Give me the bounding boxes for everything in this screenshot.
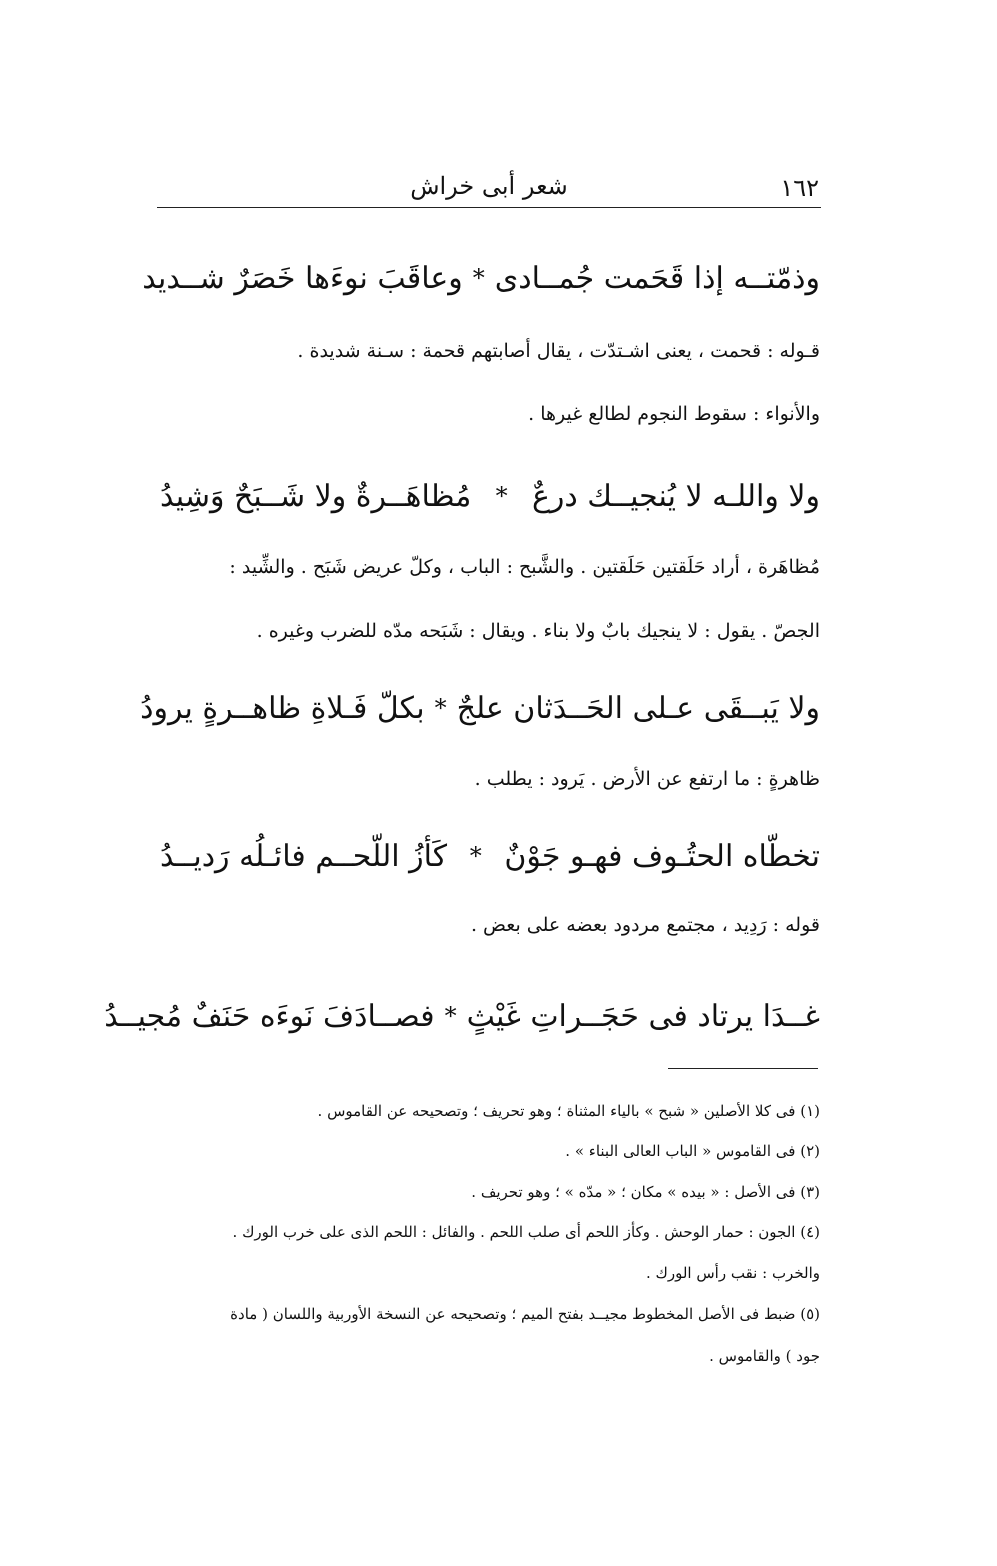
verse-separator: *	[495, 482, 508, 510]
verse-line	[160, 466, 820, 526]
page-number: ١٦٢	[780, 174, 819, 202]
commentary-line: والأنواء : سقوط النجوم لطالع غيرها .	[528, 403, 820, 425]
verse-second-hemistich: فصــادَفَ نَوءَه حَنَفٌ مُجيــدُ	[104, 998, 435, 1034]
page-header	[157, 168, 821, 208]
footnote: (٥) ضبط فى الأصل المخطوط مجيــد بفتح الميم ؛ وتصحيحه عن النسخة الأوربية واللسان ( مادة	[230, 1305, 820, 1323]
verse-line	[142, 248, 820, 308]
commentary-line: قوله : رَدِيد ، مجتمع مردود بعضه على بعض .	[470, 914, 820, 936]
verse-line	[140, 678, 820, 738]
verse-separator: *	[469, 842, 482, 870]
footnote: (٢) فى القاموس « الباب العالى البناء » .	[565, 1142, 820, 1160]
footnote-continuation: والخرب : نقب رأس الورك .	[645, 1264, 820, 1282]
verse-separator: *	[444, 1002, 457, 1030]
verse-separator: *	[472, 264, 485, 292]
verse-first-hemistich: تخطّاه الحتُـوف فهـو جَوْنٌ	[504, 838, 820, 874]
verse-line	[160, 826, 820, 886]
commentary-line: مُظاهَرة ، أراد حَلَقتين حَلَقتين . والشَّبح : الباب ، وكلّ عريض شَبَح . والشِّيد :	[229, 556, 820, 578]
commentary-line: قـوله : قحمت ، يعنى اشـتدّت ، يقال أصابتهم قحمة : سـنة شديدة .	[297, 340, 820, 362]
verse-line	[104, 986, 820, 1046]
verse-first-hemistich: غــدَا يرتاد فى حَجَــراتِ غَيْثٍ	[466, 998, 820, 1034]
header-divider	[157, 207, 821, 208]
commentary-line: الجصّ . يقول : لا ينجيك بابٌ ولا بناء . ويقال : شَبَحه مدّه للضرب وغيره .	[256, 620, 820, 642]
footnote: (٣) فى الأصل : « بيده » مكان ؛ « مدّه » ؛ وهو تحريف .	[471, 1183, 820, 1201]
verse-first-hemistich: وذمّتــه إذا قَحَمت جُمــادى	[494, 260, 820, 296]
verse-first-hemistich: ولا واللـه لا يُنجيــك درعٌ	[531, 478, 820, 514]
verse-second-hemistich: وعاقَبَ نوءَها خَصَرٌ شــديد	[142, 260, 463, 296]
commentary-line: ظاهرةٍ : ما ارتفع عن الأرض . يَرود : يطلب .	[474, 768, 820, 790]
verse-first-hemistich: ولا يَبــقَى عـلى الحَــدَثان علجٌ	[456, 690, 820, 726]
running-title: شعر أبى خراش	[410, 172, 568, 200]
footnote-divider	[668, 1068, 818, 1069]
footnote: (٤) الجون : حمار الوحش . وكأز اللحم أى صلب اللحم . والفائل : اللحم الذى على خرب الورك .	[232, 1223, 820, 1241]
footnote: (١) فى كلا الأصلين « شبح » بالياء المثناة ؛ وهو تحريف ؛ وتصحيحه عن القاموس .	[317, 1102, 820, 1120]
footnote-continuation: جود ) والقاموس .	[709, 1347, 820, 1365]
verse-second-hemistich: بكلّ فَـلاةِ ظاهــرةٍ يرودُ	[140, 690, 425, 726]
verse-separator: *	[434, 694, 447, 722]
verse-second-hemistich: كَأزُ اللّحــم فائـلُه رَديــدُ	[160, 838, 448, 874]
verse-second-hemistich: مُظاهَــرةٌ ولا شَــبَحٌ وَشِيدُ	[160, 478, 472, 514]
